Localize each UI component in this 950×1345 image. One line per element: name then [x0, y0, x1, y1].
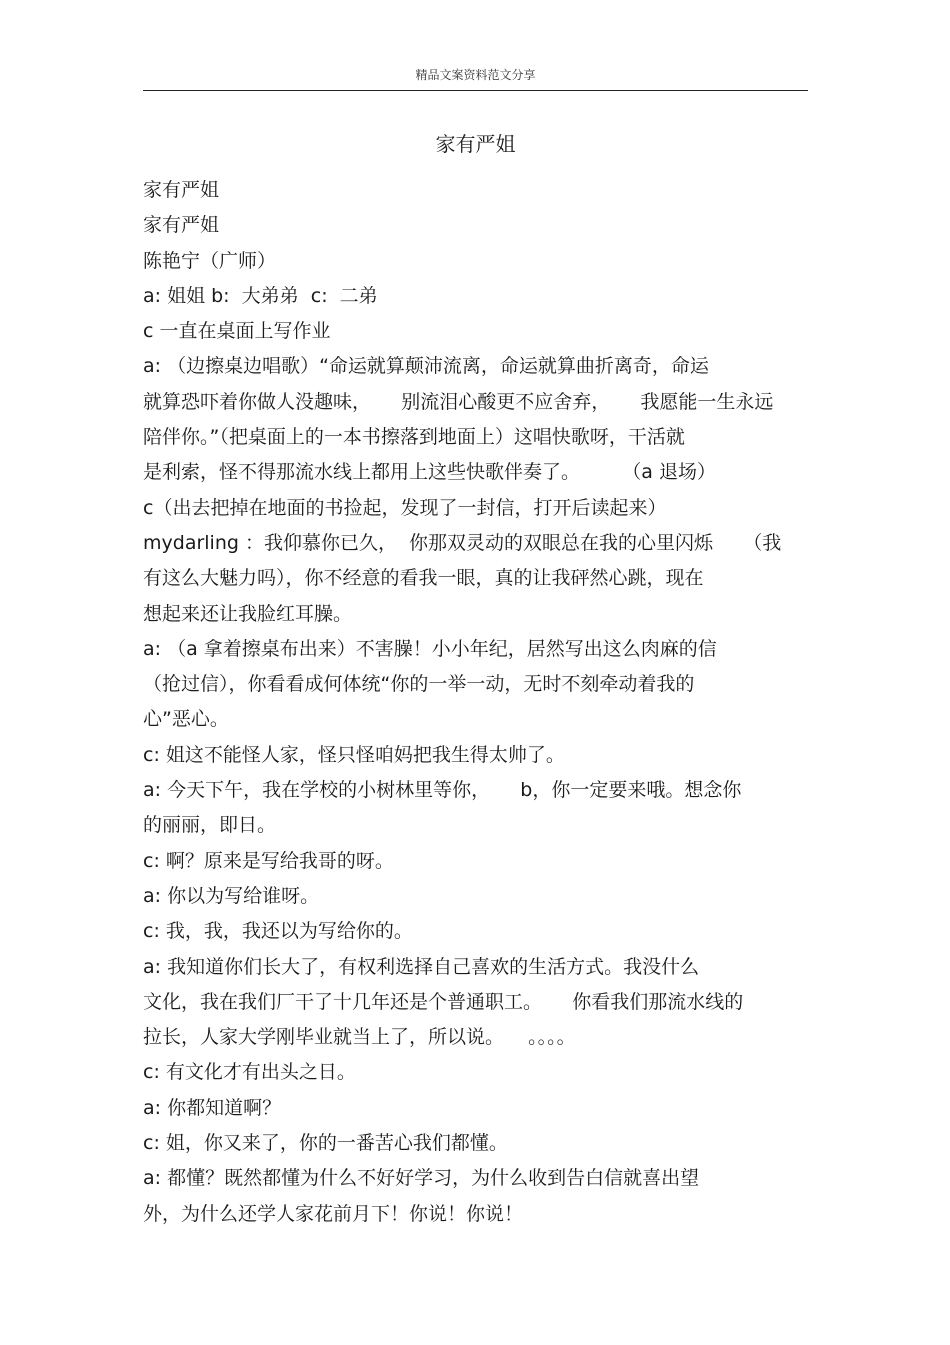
- body-line: c 一直在桌面上写作业: [143, 320, 331, 343]
- body-line: a: 姐姐 b: 大弟弟 c: 二弟: [143, 284, 378, 307]
- body-line: a: （边擦桌边唱歌）“命运就算颠沛流离，命运就算曲折离奇，命运: [143, 355, 709, 378]
- body-line: a: 今天下午，我在学校的小树林里等你， b，你一定要来哦。想念你: [143, 779, 742, 802]
- body-line: 家有严姐: [143, 179, 220, 201]
- body-line: c: 啊？原来是写给我哥的呀。: [143, 849, 394, 872]
- body-line: 心”恶心。: [143, 708, 229, 731]
- body-line: 家有严姐: [143, 214, 220, 237]
- body-line: a: （a 拿着擦桌布出来）不害臊！小小年纪，居然写出这么肉麻的信: [143, 637, 717, 660]
- body-line: 文化，我在我们厂干了十几年还是个普通职工。 你看我们那流水线的: [143, 990, 744, 1013]
- document-title: 家有严姐: [435, 132, 516, 156]
- body-line: mydarling ：我仰慕你已久， 你那双灵动的双眼总在我的心里闪烁 （我: [143, 531, 782, 554]
- body-line: 外，为什么还学人家花前月下！你说！你说！: [143, 1202, 524, 1225]
- body-line: a: 你都知道啊？: [143, 1096, 282, 1119]
- body-line: 陪伴你。”（把桌面上的一本书擦落到地面上）这唱快歌呀，干活就: [143, 426, 685, 449]
- body-line: 陈艳宁（广师）: [143, 249, 277, 272]
- header-divider: [143, 90, 808, 91]
- body-line: a: 我知道你们长大了，有权利选择自己喜欢的生活方式。我没什么: [143, 955, 700, 978]
- body-line: c: 姐这不能怪人家，怪只怪咱妈把我生得太帅了。: [143, 743, 565, 766]
- page-header: 精品文案资料范文分享: [415, 68, 536, 82]
- body-line: 有这么大魅力吗），你不经意的看我一眼，真的让我砰然心跳，现在: [143, 567, 704, 590]
- body-line: （抢过信），你看看成何体统“你的一举一动，无时不刻牵动着我的: [143, 673, 695, 696]
- body-line: 拉长，人家大学刚毕业就当上了，所以说。 。。。。: [143, 1026, 576, 1049]
- body-line: c: 我，我，我还以为写给你的。: [143, 920, 413, 943]
- body-line: c: 有文化才有出头之日。: [143, 1061, 356, 1084]
- body-line: a: 你以为写给谁呀。: [143, 884, 320, 907]
- body-line: a: 都懂？既然都懂为什么不好好学习，为什么收到告白信就喜出望: [143, 1167, 700, 1190]
- document-body: [143, 173, 823, 1232]
- body-line: 是利索，怪不得那流水线上都用上这些快歌伴奏了。 （a 退场）: [143, 461, 716, 484]
- body-line: c（出去把掉在地面的书捡起，发现了一封信，打开后读起来）: [143, 496, 667, 519]
- body-line: 想起来还让我脸红耳臊。: [143, 602, 353, 625]
- body-line: 的丽丽，即日。: [143, 814, 277, 837]
- body-line: 就算恐吓着你做人没趣味， 别流泪心酸更不应舍弃， 我愿能一生永远: [143, 390, 774, 413]
- body-line: c: 姐，你又来了，你的一番苦心我们都懂。: [143, 1132, 508, 1155]
